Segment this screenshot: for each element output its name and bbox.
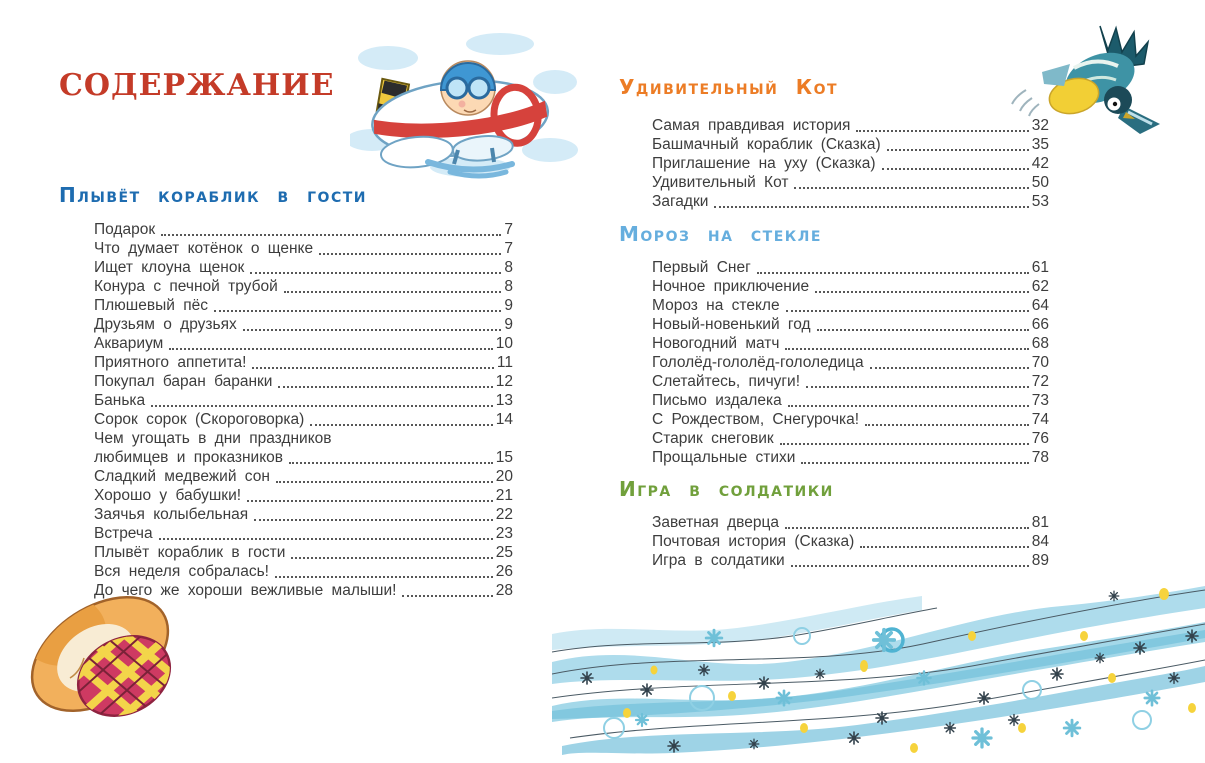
toc-entry [94,354,513,373]
toc-entry-page: 20 [495,468,513,485]
dot-leader [214,310,501,312]
toc-entry-title: любимцев и проказников [94,449,284,466]
toc-entry-title: Плывёт кораблик в гости [94,544,286,561]
toc-entry-page: 8 [504,278,513,295]
toc-entry-page: 61 [1031,259,1049,276]
dot-leader [794,187,1028,189]
toc-entry-title: Загадки [652,193,709,210]
toc-entry-title: Сладкий медвежий сон [94,468,270,485]
toc-list-udivitelny-kot [652,117,1049,212]
section-heading-udivitelny-kot: Удивительный Кот [619,75,839,99]
toc-entry-page: 53 [1031,193,1049,210]
toc-entry-title: Письмо издалека [652,392,782,409]
toc-entry-page: 8 [504,259,513,276]
toc-list-igra-v-soldatiki [652,514,1049,571]
section-heading-plyvet-korablik: Плывёт кораблик в гости [59,183,367,207]
toc-entry-title: Встреча [94,525,153,542]
dot-leader [887,149,1029,151]
toc-entry [652,354,1049,373]
toc-entry [652,193,1049,212]
toc-entry-page: 76 [1031,430,1049,447]
toc-entry-title: Слетайтесь, пичуги! [652,373,801,390]
dot-leader [780,443,1029,445]
toc-entry-title: Новогодний матч [652,335,780,352]
toc-entry [94,430,513,449]
toc-entry-title: Мороз на стекле [652,297,780,314]
dot-leader [714,206,1028,208]
toc-entry-page: 9 [504,297,513,314]
toc-entry [652,552,1049,571]
toc-entry-page: 68 [1031,335,1049,352]
toc-entry-title: Первый Снег [652,259,751,276]
dot-leader [169,348,492,350]
toc-entry [652,278,1049,297]
snowy-waves-illustration [552,578,1205,763]
toc-entry-title: Конура с печной трубой [94,278,278,295]
toc-entry [652,514,1049,533]
toc-entry-title: Новый-новенький год [652,316,811,333]
dot-leader [860,546,1028,548]
toc-entry-page: 15 [495,449,513,466]
toc-entry [94,316,513,335]
toc-entry-title: Сорок сорок (Скороговорка) [94,411,305,428]
toc-entry [94,297,513,316]
toc-entry-page: 22 [495,506,513,523]
dot-leader [791,565,1029,567]
toc-entry-page: 74 [1031,411,1049,428]
dot-leader [161,234,501,236]
toc-entry-title: Гололёд-гололёд-гололедица [652,354,864,371]
dot-leader [310,424,492,426]
contents-title: СОДЕРЖАНИЕ [59,68,335,103]
toc-entry-title: Старик снеговик [652,430,774,447]
dot-leader [865,424,1029,426]
toc-entry [652,335,1049,354]
toc-entry-title: Что думает котёнок о щенке [94,240,314,257]
dot-leader [882,168,1029,170]
dot-leader [757,272,1029,274]
toc-entry-page: 78 [1031,449,1049,466]
toc-entry-page: 26 [495,563,513,580]
toc-entry-title: Игра в солдатики [652,552,785,569]
dot-leader [151,405,493,407]
dot-leader [786,310,1029,312]
toc-entry [652,449,1049,468]
toc-entry [94,544,513,563]
toc-entry-page: 14 [495,411,513,428]
dot-leader [243,329,502,331]
dot-leader [785,527,1029,529]
dot-leader [276,481,493,483]
toc-entry [652,174,1049,193]
toc-entry-page: 42 [1031,155,1049,172]
toc-entry [652,533,1049,552]
dot-leader [788,405,1029,407]
toc-entry-title: Удивительный Кот [652,174,789,191]
toc-entry-page: 28 [495,582,513,599]
toc-entry-page: 81 [1031,514,1049,531]
section-heading-igra-v-soldatiki: Игра в солдатики [619,477,834,501]
toc-entry-title: Заветная дверца [652,514,779,531]
dot-leader [250,272,501,274]
toc-entry-page: 64 [1031,297,1049,314]
toc-entry-title: Самая правдивая история [652,117,851,134]
toc-entry-title: Чем угощать в дни праздников [94,430,332,447]
toc-entry-page: 50 [1031,174,1049,191]
toc-entry-title: Покупал баран баранки [94,373,273,390]
toc-entry-title: Приглашение на уху (Сказка) [652,155,876,172]
dot-leader [785,348,1028,350]
dot-leader [801,462,1028,464]
toc-entry [94,392,513,411]
toc-entry-page: 62 [1031,278,1049,295]
toc-entry [652,373,1049,392]
toc-entry [94,373,513,392]
boy-pilot-seaplane-illustration [350,22,578,180]
toc-entry [94,278,513,297]
toc-entry-title: Почтовая история (Сказка) [652,533,855,550]
toc-entry [652,136,1049,155]
toc-entry [652,259,1049,278]
toc-entry-page: 32 [1031,117,1049,134]
toc-entry-title: Банька [94,392,146,409]
dot-leader [856,130,1028,132]
toc-entry-title: С Рождеством, Снегурочка! [652,411,860,428]
dot-leader [275,576,493,578]
dot-leader [289,462,493,464]
toc-entry-page: 12 [495,373,513,390]
toc-list-moroz-na-stekle [652,259,1049,468]
toc-entry [652,117,1049,136]
toc-entry-title: Плюшевый пёс [94,297,208,314]
dot-leader [252,367,493,369]
toc-entry-page: 7 [504,221,513,238]
dot-leader [247,500,493,502]
toc-entry-title: До чего же хороши вежливые малыши! [94,582,397,599]
toc-list-left [94,221,513,601]
dot-leader [806,386,1029,388]
toc-entry-title: Подарок [94,221,156,238]
toc-entry-page: 10 [495,335,513,352]
toc-entry [94,449,513,468]
toc-entry [652,297,1049,316]
toc-entry-page: 72 [1031,373,1049,390]
toc-entry [94,240,513,259]
dot-leader [278,386,492,388]
toc-entry [94,221,513,240]
toc-entry-page: 84 [1031,533,1049,550]
toc-entry [652,411,1049,430]
dot-leader [402,595,492,597]
toc-entry [94,468,513,487]
section-heading-moroz-na-stekle: Мороз на стекле [619,222,822,246]
dot-leader [815,291,1029,293]
toc-entry-page: 70 [1031,354,1049,371]
plaid-slipper-illustration [12,578,192,733]
toc-entry-title: Аквариум [94,335,164,352]
toc-entry-page: 25 [495,544,513,561]
toc-entry-page: 73 [1031,392,1049,409]
toc-entry-title: Вся неделя собралась! [94,563,269,580]
flying-blue-tit-illustration [1008,20,1170,138]
toc-entry-title: Ночное приключение [652,278,810,295]
toc-entry [94,525,513,544]
toc-entry-title: Ищет клоуна щенок [94,259,245,276]
dot-leader [284,291,502,293]
toc-entry [94,259,513,278]
toc-entry-title: Прощальные стихи [652,449,796,466]
toc-entry-page: 7 [504,240,513,257]
dot-leader [817,329,1029,331]
toc-entry-title: Приятного аппетита! [94,354,247,371]
toc-entry-page: 13 [495,392,513,409]
toc-entry-page: 11 [496,354,513,371]
toc-entry [652,392,1049,411]
dot-leader [291,557,492,559]
toc-entry-page: 21 [495,487,513,504]
toc-entry [652,155,1049,174]
toc-entry-title: Друзьям о друзьях [94,316,237,333]
dot-leader [319,253,501,255]
toc-entry-title: Хорошо у бабушки! [94,487,242,504]
toc-entry-page: 35 [1031,136,1049,153]
toc-entry [94,335,513,354]
toc-entry-title: Заячья колыбельная [94,506,249,523]
toc-entry [652,430,1049,449]
dot-leader [870,367,1029,369]
toc-entry-page: 89 [1031,552,1049,569]
dot-leader [159,538,493,540]
toc-entry [94,487,513,506]
toc-entry [652,316,1049,335]
toc-entry-title: Башмачный кораблик (Сказка) [652,136,881,153]
toc-entry [94,411,513,430]
toc-entry [94,506,513,525]
toc-entry-page: 9 [504,316,513,333]
toc-entry-page: 23 [495,525,513,542]
toc-entry-page: 66 [1031,316,1049,333]
dot-leader [254,519,493,521]
